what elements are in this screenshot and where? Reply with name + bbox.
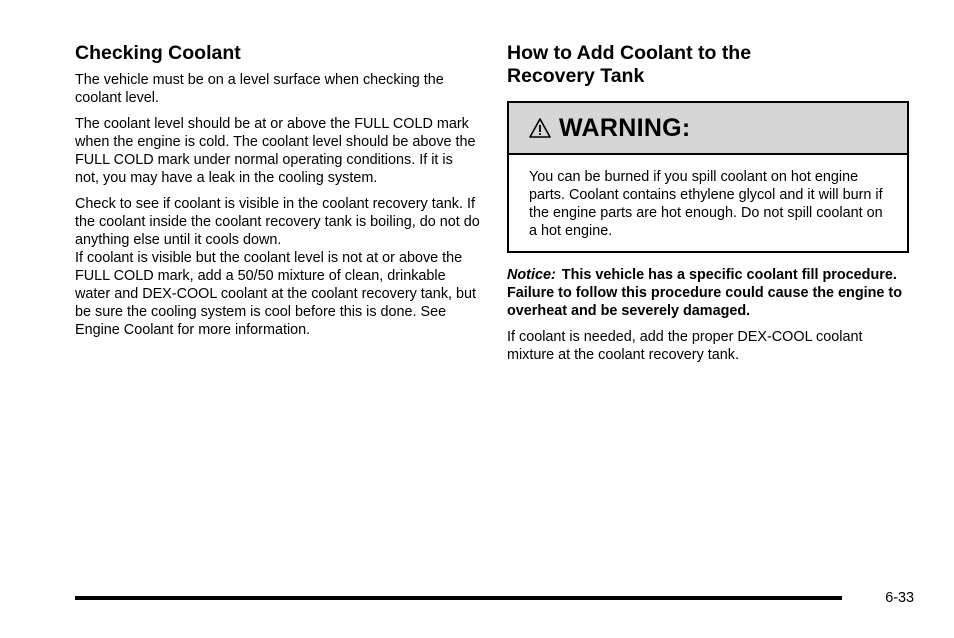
heading-line-1: How to Add Coolant to the <box>507 42 752 64</box>
warning-body <box>509 155 907 251</box>
warning-text: You can be burned if you spill coolant on hot engine parts. Coolant contains ethylene glycol and it will burn if the engine parts are hot enough. Do not spill coolant on a hot engine. <box>529 169 883 239</box>
notice-label: Notice: <box>507 267 556 283</box>
notice-paragraph <box>507 266 909 320</box>
warning-box <box>507 101 909 253</box>
paragraph-full-cold: The coolant level should be at or above the FULL COLD mark when the engine is cold. The coolant level should be above the FULL COLD mark under normal operating conditions. If it is not, you may have a leak in the cooling system. <box>75 116 476 186</box>
page-number: 6-33 <box>885 590 914 606</box>
paragraph-check-visible: Check to see if coolant is visible in the coolant recovery tank. If the coolant inside the coolant recovery tank is boiling, do not do anything else until it cools down. <box>75 196 480 248</box>
section-heading-add-coolant <box>507 42 909 88</box>
heading-line-2: Recovery Tank <box>507 65 645 87</box>
footer-rule <box>75 596 842 600</box>
notice-text: This vehicle has a specific coolant fill procedure. Failure to follow this procedure could cause the engine to overheat and be severely damaged. <box>507 267 902 319</box>
section-heading-checking-coolant: Checking Coolant <box>75 42 241 64</box>
paragraph-if-needed: If coolant is needed, add the proper DEX-COOL coolant mixture at the coolant recovery tank. <box>507 329 863 363</box>
warning-header <box>509 103 907 155</box>
right-column <box>507 42 909 372</box>
left-column <box>75 42 480 347</box>
paragraph-add-mixture: If coolant is visible but the coolant level is not at or above the FULL COLD mark, add a 50/50 mixture of clean, drinkable water and DEX-COOL coolant at the coolant recovery tank, but be sure the cooling system is cool before this is done. See Engine Coolant for more information. <box>75 250 477 338</box>
warning-title: WARNING: <box>559 113 691 142</box>
paragraph-level-surface: The vehicle must be on a level surface when checking the coolant level. <box>75 72 444 106</box>
warning-triangle-icon <box>529 117 551 139</box>
